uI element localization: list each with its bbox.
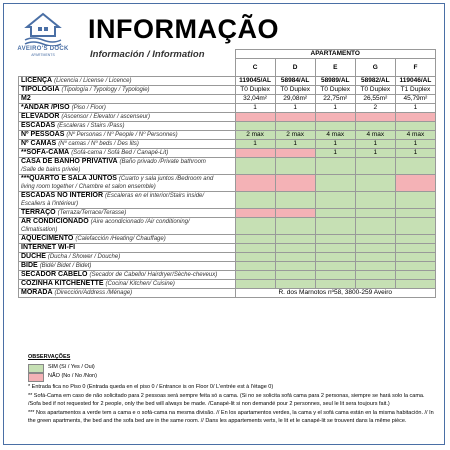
status-cell	[235, 149, 275, 158]
observations	[28, 354, 438, 425]
status-cell	[235, 235, 275, 244]
sofa-bed-row	[19, 149, 436, 158]
room-living-row	[19, 175, 436, 192]
note-sofa-bed: ** Sofá-Cama em caso de não solicitado para 2 pessoas será sempre feita só a cama. (Si no se solicita sofá cama para 2 personas, siempre se hará solo la cama. /Sofa bed if not requested for 2 people, only the bed will always be made. /Canapé-lit si non demandé pour 2 personnes, seul le lit sera toujours fait.)	[28, 393, 425, 407]
status-cell	[355, 122, 395, 131]
row-label: CASA DE BANHO PRIVATIVA	[21, 158, 118, 165]
status-cell	[395, 244, 435, 253]
m2-value: 26,55m²	[355, 95, 395, 104]
status-cell	[315, 192, 355, 209]
row-label: ELEVADOR	[21, 113, 60, 120]
legend-no-label: NÃO (No / No /Non)	[48, 373, 97, 380]
row-label: Nº CAMAS	[21, 140, 57, 147]
row-trans: (Piso / Floor)	[71, 105, 106, 111]
status-cell: 1	[395, 149, 435, 158]
licence-value: 119045/AL	[235, 77, 275, 86]
status-cell	[235, 158, 275, 175]
status-cell	[395, 262, 435, 271]
m2-value: 45,79m²	[395, 95, 435, 104]
status-cell: 1	[355, 140, 395, 149]
status-cell	[315, 218, 355, 235]
status-cell	[275, 262, 315, 271]
bidet-row	[19, 262, 436, 271]
typology-value: T0 Duplex	[355, 86, 395, 95]
status-cell: 1	[235, 140, 275, 149]
row-label: AR CONDICIONADO	[21, 218, 89, 225]
typology-value: T0 Duplex	[315, 86, 355, 95]
status-cell: 1	[395, 140, 435, 149]
status-cell	[355, 235, 395, 244]
status-cell	[315, 113, 355, 122]
floor-value: 1	[275, 104, 315, 113]
row-label: ESCADAS	[21, 122, 56, 129]
legend-yes	[28, 364, 438, 373]
row-label: ESCADAS NO INTERIOR	[21, 192, 104, 199]
row-trans: (Nº camas / Nº beds / Des lits)	[58, 141, 139, 147]
floor-value: 1	[315, 104, 355, 113]
info-table	[18, 49, 436, 298]
licence-value: 58989/AL	[315, 77, 355, 86]
status-cell	[315, 235, 355, 244]
status-cell	[315, 122, 355, 131]
row-trans: (Ascensor / Elevator / ascenseur)	[61, 114, 151, 120]
status-cell	[355, 158, 395, 175]
status-cell	[275, 158, 315, 175]
licence-value: 58984/AL	[275, 77, 315, 86]
status-cell: 4 max	[315, 131, 355, 140]
address-row	[19, 289, 436, 298]
typology-value: T0 Duplex	[275, 86, 315, 95]
wifi-row	[19, 244, 436, 253]
status-cell	[235, 113, 275, 122]
status-cell	[275, 235, 315, 244]
status-cell	[315, 280, 355, 289]
pink-swatch	[28, 373, 44, 382]
licence-value: 58982/AL	[355, 77, 395, 86]
row-label: TIPOLOGIA	[21, 86, 60, 93]
row-label: Nº PESSOAS	[21, 131, 65, 138]
row-label: TERRAÇO	[21, 209, 56, 216]
status-cell	[395, 113, 435, 122]
address-value: R. dos Marnotos nº58, 3800-259 Aveiro	[235, 289, 436, 298]
row-trans: (Secador de Cabello/ Hairdryer/Sèche-cheveux)	[89, 272, 218, 278]
status-cell	[315, 271, 355, 280]
licence-value: 119046/AL	[395, 77, 435, 86]
apt-letter: G	[355, 59, 395, 77]
observations-heading: OBSERVAÇÕES	[28, 354, 71, 360]
status-cell	[235, 209, 275, 218]
row-label: LICENÇA	[21, 77, 53, 84]
brand-name: AVEIRO'S DOCK	[17, 46, 69, 52]
row-trans: /Salle de bains privée)	[21, 167, 81, 173]
terrace-row	[19, 209, 436, 218]
inner-stairs-row	[19, 192, 436, 209]
floor-value: 1	[395, 104, 435, 113]
status-cell	[355, 192, 395, 209]
beds-row	[19, 140, 436, 149]
status-cell	[395, 271, 435, 280]
row-trans: (Bidé/ Bidet / Bidet)	[39, 263, 92, 269]
apartment-header: APARTAMENTO	[235, 50, 436, 59]
status-cell	[395, 209, 435, 218]
row-label: SECADOR CABELO	[21, 271, 88, 278]
status-cell	[235, 253, 275, 262]
status-cell	[235, 218, 275, 235]
status-cell	[395, 192, 435, 209]
row-trans: (Cocina/ Kitchen/ Cuisine)	[105, 281, 175, 287]
status-cell: 4 max	[395, 131, 435, 140]
row-label: COZINHA KITCHENETTE	[21, 280, 104, 287]
people-row	[19, 131, 436, 140]
row-trans: (Calefacción /Heating/ Chauffage)	[75, 236, 166, 242]
status-cell	[275, 280, 315, 289]
status-cell	[275, 218, 315, 235]
status-cell	[275, 253, 315, 262]
row-trans: (Sofá-cama / Sofá Bed / Canapé-Lit)	[71, 150, 169, 156]
m2-value: 22,75m²	[315, 95, 355, 104]
row-trans: (Nº Personas / Nº People / Nº Personnes)	[66, 132, 178, 138]
note-floor: * Entrada fica no Piso 0 (Entrada queda en el piso 0 / Entrance is on Floor 0/ L'entrée est à l'étage 0)	[28, 383, 274, 390]
status-cell	[395, 158, 435, 175]
status-cell	[355, 271, 395, 280]
page-subtitle: Información / Information	[90, 49, 205, 60]
row-trans: (Ducha / Shower / Douche)	[47, 254, 121, 260]
row-label: ***QUARTO E SALA JUNTOS	[21, 175, 117, 182]
status-cell	[395, 235, 435, 244]
status-cell	[355, 244, 395, 253]
status-cell: 1	[315, 140, 355, 149]
status-cell	[395, 122, 435, 131]
green-swatch	[28, 364, 44, 373]
house-logo-icon	[23, 12, 63, 46]
row-trans: (Cuarto y sala juntos /Bedroom and	[118, 176, 214, 182]
row-label: **SOFÁ-CAMA	[21, 149, 70, 156]
row-label: *ANDAR /PISO	[21, 104, 70, 111]
status-cell	[355, 218, 395, 235]
status-cell	[275, 113, 315, 122]
typology-value: T1 Duplex	[395, 86, 435, 95]
status-cell	[315, 244, 355, 253]
status-cell	[235, 192, 275, 209]
status-cell	[315, 262, 355, 271]
row-trans: living room together / Chambre et salon ensemble)	[21, 184, 156, 190]
m2-value: 29,08m²	[275, 95, 315, 104]
status-cell	[355, 253, 395, 262]
brand-sub: APARTMENTS	[31, 53, 55, 57]
typology-row	[19, 86, 436, 95]
status-cell	[355, 113, 395, 122]
elevator-row	[19, 113, 436, 122]
m2-row	[19, 95, 436, 104]
row-label: M2	[21, 95, 31, 102]
status-cell	[235, 175, 275, 192]
status-cell	[235, 280, 275, 289]
row-trans: Escaliers à l'intérieur)	[21, 201, 79, 207]
status-cell	[275, 271, 315, 280]
status-cell	[315, 209, 355, 218]
status-cell	[235, 262, 275, 271]
row-trans: (Aire acondicionado /Air conditioning/	[90, 219, 190, 225]
apt-letter: D	[275, 59, 315, 77]
status-cell	[275, 175, 315, 192]
apt-letter: F	[395, 59, 435, 77]
row-label: DUCHE	[21, 253, 46, 260]
status-cell	[235, 244, 275, 253]
row-trans: (Tipología / Typology / Typologie)	[61, 87, 150, 93]
status-cell: 1	[315, 149, 355, 158]
row-trans: (Dirección/Address /Ménage)	[54, 290, 133, 296]
status-cell: 2 max	[275, 131, 315, 140]
licence-row	[19, 77, 436, 86]
status-cell	[275, 244, 315, 253]
status-cell: 1	[355, 149, 395, 158]
row-trans: (Baño privado /Private bathroom	[119, 159, 206, 165]
floor-value: 2	[355, 104, 395, 113]
row-label: INTERNET WI-FI	[21, 244, 76, 251]
hairdryer-row	[19, 271, 436, 280]
row-trans: (Escaleras / Stairs /Pass)	[57, 123, 125, 129]
ac-row	[19, 218, 436, 235]
apt-letter: C	[235, 59, 275, 77]
status-cell	[275, 192, 315, 209]
apt-letter: E	[315, 59, 355, 77]
status-cell	[355, 280, 395, 289]
legend-yes-label: SIM (Sí / Yes / Oui)	[48, 364, 95, 371]
row-trans: Climatisation)	[21, 227, 58, 233]
status-cell	[395, 253, 435, 262]
status-cell	[395, 175, 435, 192]
row-label: BIDÉ	[21, 262, 38, 269]
status-cell	[315, 175, 355, 192]
heating-row	[19, 235, 436, 244]
row-label: MORADA	[21, 289, 53, 296]
m2-value: 32,04m²	[235, 95, 275, 104]
status-cell	[275, 209, 315, 218]
status-cell	[315, 253, 355, 262]
page-title: INFORMAÇÃO	[88, 14, 279, 44]
floor-row	[19, 104, 436, 113]
status-cell: 2 max	[235, 131, 275, 140]
row-trans: (Licencia / License / Licence)	[54, 78, 132, 84]
info-sheet	[3, 3, 445, 445]
status-cell	[395, 218, 435, 235]
status-cell	[235, 271, 275, 280]
status-cell	[395, 280, 435, 289]
bathroom-row	[19, 158, 436, 175]
floor-value: 1	[235, 104, 275, 113]
status-cell	[275, 122, 315, 131]
shower-row	[19, 253, 436, 262]
status-cell: 1	[275, 140, 315, 149]
stairs-row	[19, 122, 436, 131]
status-cell	[355, 209, 395, 218]
status-cell: 4 max	[355, 131, 395, 140]
legend-no	[28, 373, 438, 382]
typology-value: T0 Duplex	[235, 86, 275, 95]
row-trans: (Terraza/Terrace/Terasse)	[57, 210, 127, 216]
status-cell	[355, 175, 395, 192]
kitchen-row	[19, 280, 436, 289]
status-cell	[355, 262, 395, 271]
row-trans: (Escaleras en el interior/Stairs inside/	[105, 193, 205, 199]
row-label: AQUECIMENTO	[21, 235, 74, 242]
note-room-together: *** Nos apartamentos a verde tem a cama e o sofá-cama na mesma divisão. // En los apartamentos verdes, la cama y el sofá cama están en la misma habitación. // In the green apartments, the bed and the sofa bed are in the same room. // Dans les appartements verts, le lit et le canapé-lit se trouvent dans la même pièce.	[28, 410, 434, 424]
status-cell	[235, 122, 275, 131]
status-cell	[315, 158, 355, 175]
status-cell	[275, 149, 315, 158]
